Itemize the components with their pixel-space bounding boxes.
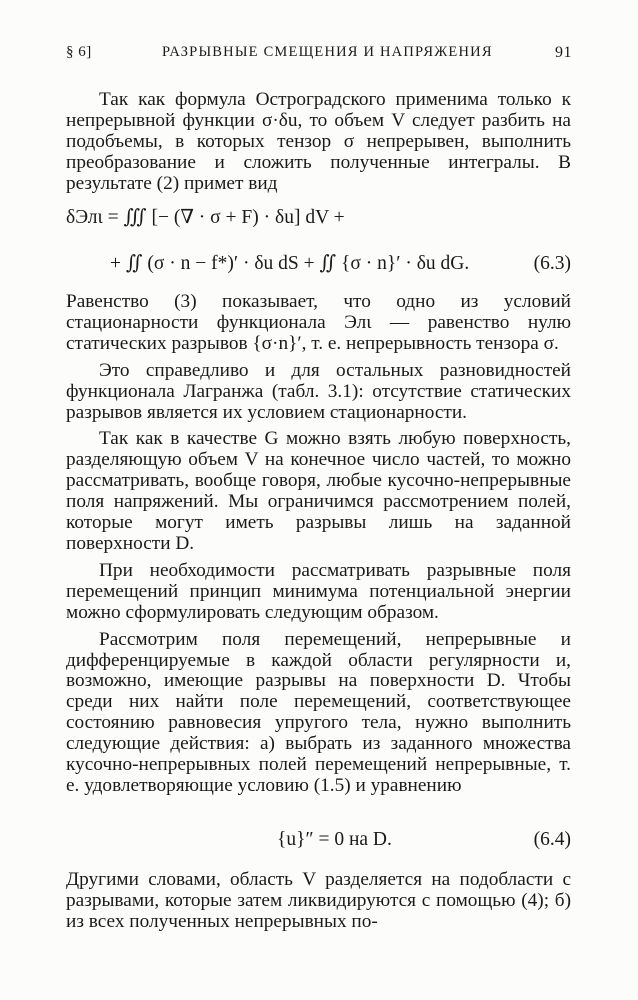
page-number: 91	[555, 44, 572, 61]
paragraph-6: Рассмотрим поля перемещений, непрерывные и дифференцируемые в каждой области регулярности и, возможно, имеющие разрывы на поверхности D. Чтобы среди них найти поле перемещений, соответствующее состоянию равновесия упругого тела, нужно выполнить следующие действия: а) выбрать из заданного множества кусочно-непрерывных полей перемещений непрерывные, т. е. удовлетворяющие условию (1.5) и уравнению	[66, 628, 571, 796]
equation-6-3-number: (6.3)	[533, 253, 571, 274]
paragraph-2: Равенство (3) показывает, что одно из условий стационарности функционала Элι — равенство нулю статических разрывов {σ·n}′, т. е. непрерывность тензора σ.	[66, 291, 571, 354]
paragraph-1: Так как формула Остроградского применима только к непрерывной функции σ·δu, то объем V следует разбить на подобъемы, в которых тензор σ непрерывен, выполнить преобразование и сложить полученные интегралы. В результате (2) примет вид	[66, 89, 571, 194]
running-title: РАЗРЫВНЫЕ СМЕЩЕНИЯ И НАПРЯЖЕНИЯ	[162, 44, 493, 60]
equation-6-4-number: (6.4)	[533, 829, 571, 850]
equation-6-3-second-line: + ∬ (σ · n − f*)′ · δu dS + ∬ {σ · n}′ · δu dG.	[110, 253, 470, 274]
equation-6-3-line-2	[66, 244, 571, 284]
equation-6-4	[66, 820, 571, 860]
paragraph-4: Так как в качестве G можно взять любую поверхность, разделяющую объем V на конечное число частей, то можно рассматривать, вообще говоря, любые кусочно-непрерывные поля напряжений. Мы ограничимся рассмотрением полей, которые могут иметь разрывы лишь на заданной поверхности D.	[66, 428, 571, 554]
paragraph-5: При необходимости рассматривать разрывные поля перемещений принцип минимума потенциальной энергии можно сформулировать следующим образом.	[66, 559, 571, 623]
section-marker: § 6]	[66, 44, 92, 60]
equation-6-4-body: {u}″ = 0 на D.	[277, 829, 392, 850]
paragraph-3: Это справедливо и для остальных разновидностей функционала Лагранжа (табл. 3.1): отсутствие статических разрывов является их условием стационарности.	[66, 359, 571, 423]
text-block-3	[66, 870, 571, 933]
text-block-1	[66, 90, 571, 195]
equation-6-3-line-1	[66, 198, 571, 238]
text-block-2	[66, 292, 571, 797]
equation-6-3-first-line: δЭлι = ∭ [− (∇ · σ + F) · δu] dV +	[66, 207, 345, 228]
paragraph-7: Другими словами, область V разделяется на подобласти с разрывами, которые затем ликвидируются с помощью (4); б) из всех полученных непрерывных по-	[66, 869, 571, 932]
